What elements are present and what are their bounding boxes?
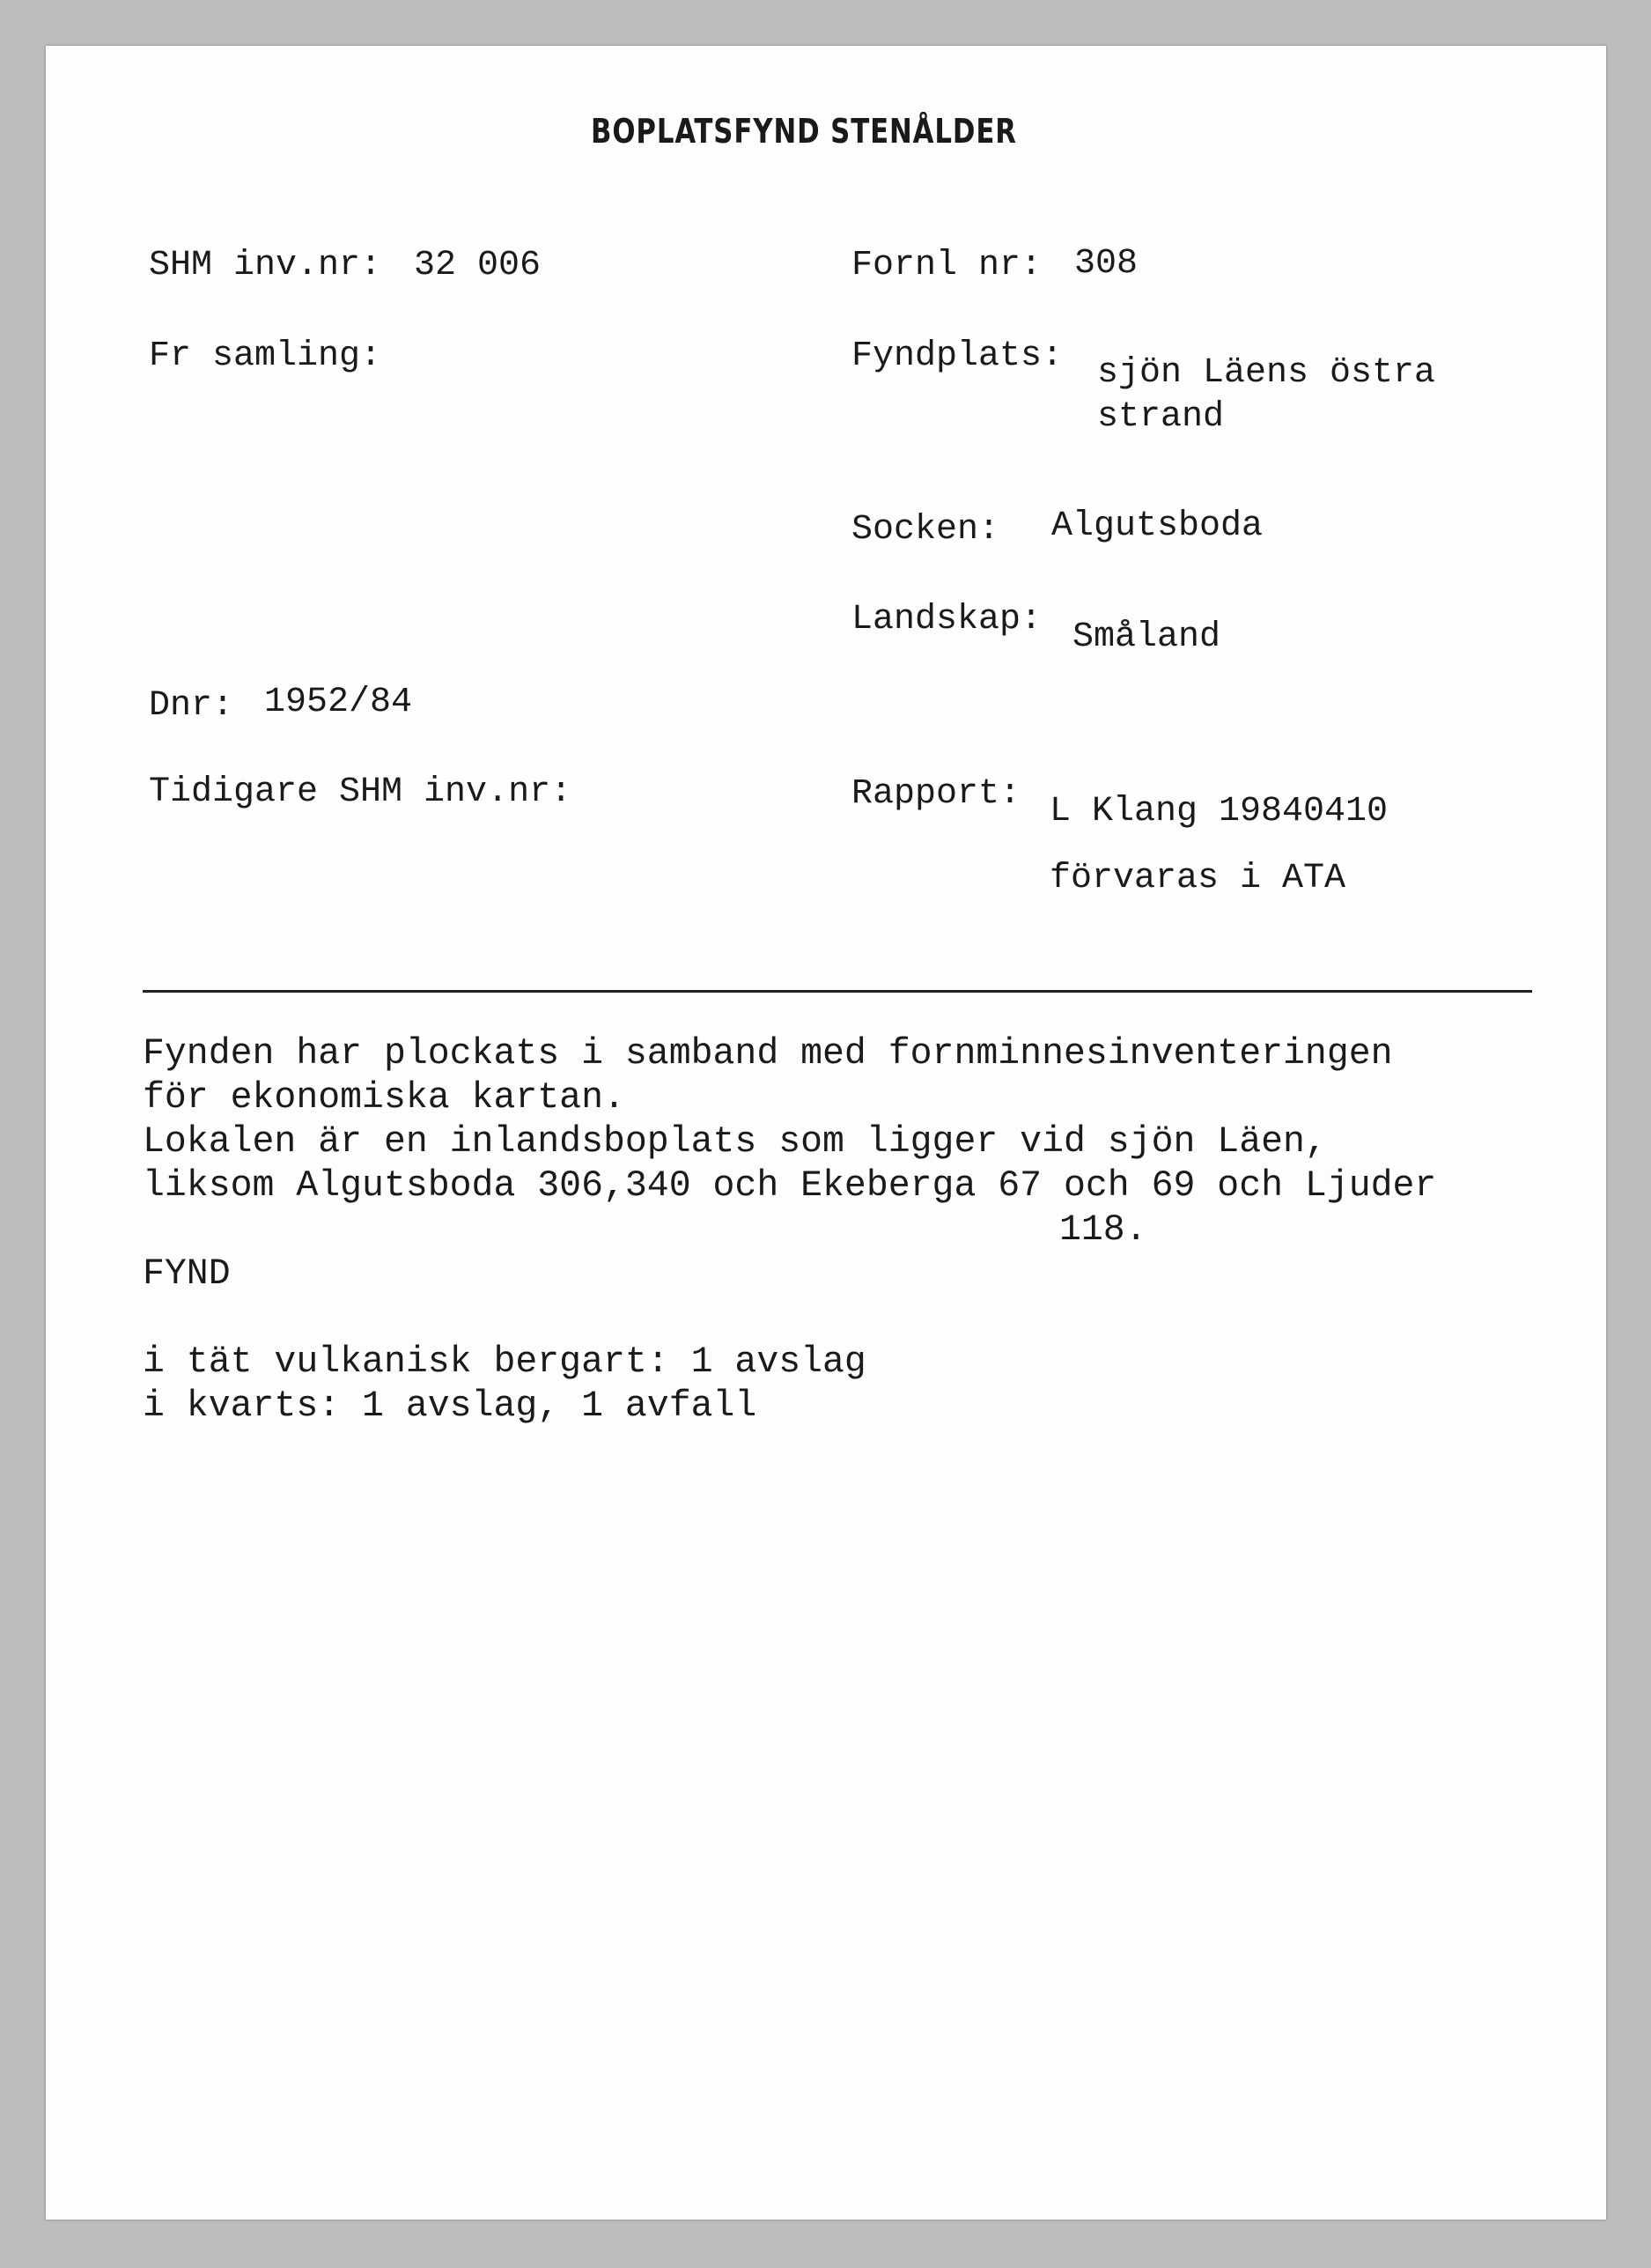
tidigare-shm-label: Tidigare SHM inv.nr:	[149, 772, 572, 812]
body-line-4: liksom Algutsboda 306,340 och Ekeberga 67 och 69 och Ljuder	[143, 1165, 1437, 1207]
landskap-value: Småland	[1072, 617, 1221, 657]
fornl-label: Fornl nr:	[851, 246, 1043, 285]
dnr-value: 1952/84	[264, 683, 413, 722]
find-item-1: i tät vulkanisk bergart: 1 avslag	[143, 1341, 866, 1383]
shm-inv-value: 32 006	[414, 246, 542, 285]
landskap-label: Landskap:	[851, 600, 1043, 639]
body-line-1: Fynden har plockats i samband med fornminnesinventeringen	[143, 1033, 1393, 1075]
fyndplats-value-line2: strand	[1097, 397, 1225, 437]
document-sheet	[46, 46, 1606, 2220]
rapport-label: Rapport:	[851, 774, 1021, 814]
body-line-2: för ekonomiska kartan.	[143, 1077, 625, 1119]
socken-value: Algutsboda	[1051, 506, 1264, 546]
document-title: BOPLATSFYND STENÅLDER	[591, 112, 1017, 151]
dnr-label: Dnr:	[149, 686, 234, 726]
body-line-5: 118.	[1059, 1209, 1147, 1251]
socken-label: Socken:	[851, 510, 1000, 550]
rapport-value-line2: förvaras i ATA	[1050, 859, 1346, 898]
fornl-value: 308	[1074, 244, 1139, 284]
fynd-heading: FYND	[143, 1253, 231, 1295]
shm-inv-label: SHM inv.nr:	[149, 246, 382, 285]
body-line-3: Lokalen är en inlandsboplats som ligger vid sjön Läen,	[143, 1121, 1327, 1163]
find-item-2: i kvarts: 1 avslag, 1 avfall	[143, 1385, 757, 1427]
horizontal-rule	[143, 990, 1532, 993]
fyndplats-value-line1: sjön Läens östra	[1097, 353, 1436, 393]
rapport-value-line1: L Klang 19840410	[1050, 792, 1389, 831]
fyndplats-label: Fyndplats:	[851, 336, 1064, 376]
fr-samling-label: Fr samling:	[149, 336, 382, 376]
